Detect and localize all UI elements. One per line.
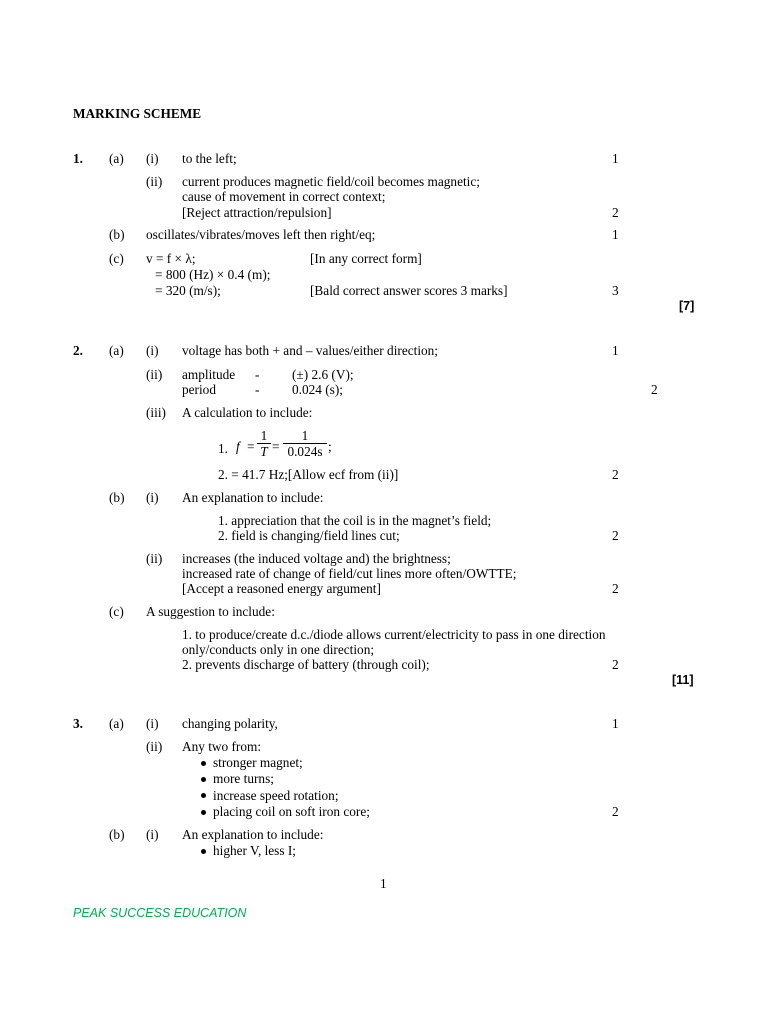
q2-number: 2.	[73, 343, 83, 358]
bullet-icon	[201, 777, 206, 782]
q1-a-ii-line3: [Reject attraction/repulsion]	[182, 205, 332, 220]
q2-a-i-mark: 1	[612, 343, 619, 358]
q1-b-mark: 1	[612, 227, 619, 242]
q2-a-iii-text: A calculation to include:	[182, 405, 313, 420]
q1-a-i-label: (i)	[146, 151, 159, 166]
q2-a-iii-mark: 2	[612, 467, 619, 482]
q1-a-label: (a)	[109, 151, 124, 166]
q1-a-ii-line1: current produces magnetic field/coil becomes magnetic;	[182, 174, 480, 189]
q3-a-label: (a)	[109, 716, 124, 731]
q2-b-ii-mark: 2	[612, 581, 619, 596]
q2-b-i-point1: 1. appreciation that the coil is in the magnet’s field;	[218, 513, 492, 528]
q2-a-label: (a)	[109, 343, 124, 358]
q2-amplitude-label: amplitude	[182, 367, 236, 382]
q2-formula-equals-2: =	[272, 439, 280, 454]
q2-period-dash: -	[255, 382, 260, 397]
q3-a-i-label: (i)	[146, 716, 159, 731]
q2-total: [11]	[672, 673, 694, 687]
q2-b-i-mark: 2	[612, 528, 619, 543]
q2-c-point1a: 1. to produce/create d.c./diode allows current/electricity to pass in one direction	[182, 627, 606, 642]
q1-c-line1-note: [In any correct form]	[310, 251, 422, 266]
q1-total: [7]	[679, 299, 695, 313]
q2-c-point1b: only/conducts only in one direction;	[182, 642, 375, 657]
q1-c-line2: = 800 (Hz) × 0.4 (m);	[155, 267, 271, 282]
page-number: 1	[380, 876, 387, 891]
q1-a-i-text: to the left;	[182, 151, 237, 166]
q1-c-line1: v = f × λ;	[146, 251, 196, 266]
q2-formula-fraction-2	[283, 428, 327, 459]
q2-amplitude-dash: -	[255, 367, 260, 382]
q1-b-label: (b)	[109, 227, 125, 242]
q3-a-ii-mark: 2	[612, 804, 619, 819]
q2-b-i-text: An explanation to include:	[182, 490, 324, 505]
q2-a-ii-mark: 2	[651, 382, 658, 397]
q3-a-ii-label: (ii)	[146, 739, 163, 754]
q3-number: 3.	[73, 716, 83, 731]
fraction-2-numerator: 1	[301, 428, 309, 443]
q2-a-i-text: voltage has both + and – values/either direction;	[182, 343, 439, 358]
q2-amplitude-value: (±) 2.6 (V);	[292, 367, 354, 382]
q2-formula-f: f	[236, 439, 240, 454]
q2-a-iii-label: (iii)	[146, 405, 166, 420]
bullet-icon	[201, 810, 206, 815]
q2-a-iii-line2: 2. = 41.7 Hz;[Allow ecf from (ii)]	[218, 467, 399, 482]
q3-b-i-bullet-1: higher V, less I;	[213, 843, 296, 858]
q3-b-i-label: (i)	[146, 827, 159, 842]
q3-b-i-text: An explanation to include:	[182, 827, 324, 842]
q2-period-label: period	[182, 382, 216, 397]
q1-a-ii-line2: cause of movement in correct context;	[182, 189, 386, 204]
q3-a-ii-bullet-2: more turns;	[213, 771, 274, 786]
q3-a-ii-text: Any two from:	[182, 739, 262, 754]
bullet-icon	[201, 761, 206, 766]
q1-b-text: oscillates/vibrates/moves left then right/eq;	[146, 227, 376, 242]
q2-b-i-point2: 2. field is changing/field lines cut;	[218, 528, 400, 543]
q2-formula-fraction-1	[257, 428, 271, 459]
q3-a-i-text: changing polarity,	[182, 716, 278, 731]
q3-a-ii-bullet-3: increase speed rotation;	[213, 788, 339, 803]
fraction-1-denominator: T	[260, 444, 268, 459]
q3-a-i-mark: 1	[612, 716, 619, 731]
q2-b-ii-line2: increased rate of change of field/cut lines more often/OWTTE;	[182, 566, 517, 581]
q2-b-ii-label: (ii)	[146, 551, 163, 566]
q2-a-i-label: (i)	[146, 343, 159, 358]
q3-a-ii-bullet-1: stronger magnet;	[213, 755, 303, 770]
page-title: MARKING SCHEME	[73, 106, 202, 121]
q2-formula-semicolon: ;	[328, 439, 332, 454]
bullet-icon	[201, 793, 206, 798]
fraction-2-denominator: 0.024s	[287, 444, 323, 459]
fraction-1-numerator: 1	[260, 428, 268, 443]
q3-b-label: (b)	[109, 827, 125, 842]
footer-brand: PEAK SUCCESS EDUCATION	[73, 906, 247, 920]
q1-c-line3-note: [Bald correct answer scores 3 marks]	[310, 283, 508, 298]
q1-a-ii-mark: 2	[612, 205, 619, 220]
q3-a-ii-bullet-4: placing coil on soft iron core;	[213, 804, 370, 819]
q1-a-ii-label: (ii)	[146, 174, 163, 189]
q2-c-mark: 2	[612, 657, 619, 672]
q2-c-label: (c)	[109, 604, 124, 619]
q2-c-point2: 2. prevents discharge of battery (through coil);	[182, 657, 430, 672]
q1-c-mark: 3	[612, 283, 619, 298]
q2-b-i-label: (i)	[146, 490, 159, 505]
q1-c-line3: = 320 (m/s);	[155, 283, 221, 298]
q2-c-text: A suggestion to include:	[146, 604, 275, 619]
q2-b-ii-line1: increases (the induced voltage and) the brightness;	[182, 551, 451, 566]
q2-b-label: (b)	[109, 490, 125, 505]
q2-formula-equals-1: =	[247, 439, 255, 454]
q2-b-ii-line3: [Accept a reasoned energy argument]	[182, 581, 381, 596]
bullet-icon	[201, 849, 206, 854]
q1-number: 1.	[73, 151, 83, 166]
q2-formula-number: 1.	[218, 441, 228, 456]
q1-c-label: (c)	[109, 251, 124, 266]
q2-period-value: 0.024 (s);	[292, 382, 343, 397]
q1-a-i-mark: 1	[612, 151, 619, 166]
q2-a-ii-label: (ii)	[146, 367, 163, 382]
